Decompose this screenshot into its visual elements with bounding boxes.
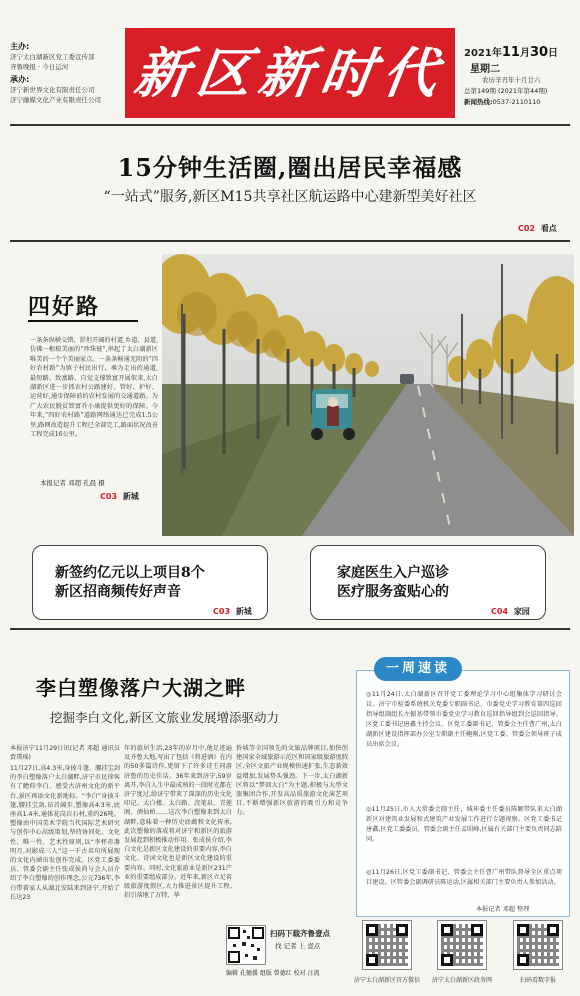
host-label: 主办: (10, 42, 30, 51)
undertaker-label: 承办: (10, 75, 30, 84)
qr-code-gov-site[interactable] (437, 920, 487, 970)
feature-photo[interactable] (162, 254, 574, 536)
date-month: 11 (501, 45, 520, 60)
teaser-investment-code: C03 (213, 607, 231, 616)
logo-text: 新区新时代 (130, 41, 450, 105)
newspaper-logo (125, 28, 455, 118)
weekly-item-2: ◎11月25日,市人大常委会副主任、城环委主任委员陈颖带队来太白湖新区对建筑业发展和式建筑产业发展工作进行专题视察。区党工委书记唐鑫,区党工委委员、管委会副主任孟昭峰,区属有关部门主要负责同志陪同。 (366, 806, 562, 843)
article-byline: 本报济宁11月29日讯(记者 邓超 通讯员 贾璞瑶) (10, 745, 120, 762)
weekly-byline: 本报记者 邓超 整理 (476, 906, 530, 913)
undertaker-line-1: 济宁新世界文化有限责任公司 (10, 86, 95, 94)
weekday: 星期二 (470, 64, 500, 75)
qr-code-digital-paper[interactable] (513, 920, 563, 970)
date-month-suffix: 月 (519, 48, 530, 59)
teaser-box-investment[interactable] (32, 545, 268, 620)
promo-title: 扫码下载齐鲁壹点 (270, 929, 330, 938)
lead-page-tag[interactable] (518, 223, 557, 234)
lead-page-name: 看点 (540, 224, 557, 233)
date-year: 2021年 (464, 48, 502, 59)
feature-page-tag[interactable] (100, 491, 139, 502)
qr2-caption: 济宁太白湖新区政务网 (431, 977, 492, 984)
teaser-investment-tag (213, 606, 252, 617)
date-day-suffix: 日 (548, 48, 559, 59)
teaser-doctor-page: 家园 (513, 607, 530, 616)
hotline-label: 新闻热线: (464, 98, 493, 106)
teaser-box-doctor[interactable] (310, 545, 546, 620)
lead-headline[interactable]: 15分钟生活圈,圈出居民幸福感 (117, 153, 463, 182)
lead-subheadline[interactable]: “一站式”服务,新区M15共享社区航运路中心建新型美好社区 (103, 189, 477, 205)
undertaker-line-2: 济宁融媒文化产业有限责任公司 (10, 96, 101, 104)
boxes-divider (10, 628, 570, 630)
weekly-item-3: ◎11月26日,区党工委副书记、管委会主任曹广州带队督导全区重点项目建设。区管委会副调研员陈运动,区属相关部门主要负责人参加活动。 (366, 869, 562, 886)
qr-pattern-icon (227, 926, 265, 964)
article-title[interactable]: 李白塑像落户大湖之畔 (36, 676, 246, 700)
feature-title-underline (28, 320, 138, 322)
feature-page-name: 新城 (122, 492, 139, 501)
teaser-doctor-line2: 医疗服务蛮贴心的 (337, 584, 449, 600)
feature-byline: 本报记者 邓超 孔晨 摄 (40, 479, 105, 487)
host-line-1: 济宁太白湖新区党工委宣传部 (10, 53, 95, 61)
host-line-2: 齐鲁晚报 · 今日运河 (10, 63, 69, 71)
editor-credits: 编辑 孔德援 组版 曾德红 校对 汪流 (226, 970, 320, 977)
article-column-2: 年的旅居生活,23年的岁月中,他足迹遍及齐鲁大地,写出了包括《将进酒》在内的50多篇诗作,更留下了许多诗王同游济鲁的历史佳话。36年来到济宁,59岁离开,李白人生中最成熟的一段时光都在济宁度过,给济宁带来了深深的历史文化印记。太白楼、太白路、浣笔泉、青莲阁、酒仙桥……这次李白塑像来到太白湖畔,意味着一种历史底蕴和文化传承,此次塑像的落成将对济宁和新区的旅游发展起到积极推动作用。张成侯介绍,李白文化是新区文化建设的重要内容,李白文化、诗词文化也是新区文化建设的重要内容。同时,文化旅游业是新区231产业的重要组成部分。近年来,新区立足省级旅游度假区,大力推进景区提升工程,招引落地了方特、华 (124, 745, 232, 900)
feature-page-code: C03 (100, 492, 118, 501)
teaser-investment-line2: 新区招商频传好声音 (55, 584, 181, 600)
masthead-date-block (464, 44, 574, 108)
lead-page-code: C02 (518, 224, 536, 233)
issue-number: 总第149期 (2021年第44期) (464, 87, 548, 95)
lunar-date: 农历辛丑年十月廿六 (482, 76, 541, 84)
hotline-number: 0537-2110110 (492, 98, 541, 106)
headline-divider (10, 240, 570, 242)
teaser-doctor-line1: 家庭医生入户巡诊 (337, 565, 449, 581)
teaser-investment-line1: 新签约亿元以上项目8个 (55, 565, 205, 581)
qr-code-wechat[interactable] (362, 920, 412, 970)
teaser-doctor-code: C04 (491, 607, 509, 616)
app-qr-code[interactable] (226, 925, 266, 965)
qr1-caption: 济宁太白湖新区官方微信 (353, 977, 420, 984)
teaser-doctor-tag (491, 606, 530, 617)
qr3-caption: 扫码看数字报 (519, 977, 556, 984)
article-subtitle[interactable]: 挖掘李白文化,新区文旅业发展增添驱动力 (50, 710, 279, 725)
road-scene-illustration (162, 254, 574, 536)
weekly-item-1: ◎11月24日,太白湖新区召开党工委理论学习中心组集体学习研讨会议。济宁市检委系统机关党委专职副书记、市委党史学习教育第四巡回指导组副组长左振基带领市委党史学习教育巡回指导组到会巡回指导。区党工委书记唐鑫主持会议。区党工委副书记、管委会主任曹广州,太白湖新区建设指挥部办公室专职副主任鲍刚,区党工委、管委会领导班子成员出席会议。 (366, 691, 562, 748)
feature-body: 一条条纵横交错、舒坦开阔的村道,乡道、县道,仿佛一根根美丽的“珍珠链”,串起了太白湖新区唯美的一个个美丽家点。一条条畅通无阻的“四好农村路”为镇子村民出行、乘为走出的通道,最短路、致富路、自觉支撑致富开展似来,太白湖新区进一步抓农村公路建好、管好、护好、运营好,通步保障前的农村发展的交通道路。为广大农民脱贫致富乔小康提供更好的保障。今年来,“四好农村路”道路网络通达已完成1.5公里,路网改造提升工程已全部完工,路面状况改善工程完成16公里。 (30, 337, 158, 439)
teaser-investment-page: 新城 (235, 607, 252, 616)
weekly-digest-title[interactable]: 一周速读 (374, 657, 462, 681)
article-column-1: 11月27日,高4.3米,身披斗篷、腰挂宝剑的李白塑像落户太白湖畔,济宁市民徐客有了瞻仰李白、感受古济州文化的新平台,景区再添文化新地标。“李白”身披斗篷,腰挂宝剑,昂首阔步,塑像高4.3米,底座高1.4米,通体花岗岩石材,重约26吨。塑像由中国美术学院当代国际艺术研究与创作中心高级策划,坚持协同化、文化性、唯一性、艺术性原则,以“李杯赤盏明月,对影成三人”这一千古名句所展现的文化内涵出发创作完成。区党工委委员、管委会副主任张成侯尚与会人员介绍了李白塑像的创作理念,公元736年,李白带着家人从湖北安陆来到济宁,开始了长达23 (10, 765, 120, 901)
masthead-publisher (10, 42, 130, 105)
article-column-3: 侨城等全国领先的文旅品牌项目,加快创建国家全域旅游示范区和国家级旅游度假区,全区文旅产业规模快速扩张,生态新效益增加,发展势头强劲。下一步,太白湖新区将以“梦回大白”为主题,积极与大型文旅集团合作,开发高品质旅游文化演艺项目,不断增强新区旅游的吸引力和竞争力。 (236, 745, 348, 817)
feature-title[interactable]: 四好路 (28, 294, 101, 320)
date-day: 30 (529, 45, 549, 60)
promo-sub: 找 记者 上 壹点 (275, 942, 321, 950)
masthead-divider (10, 124, 570, 126)
